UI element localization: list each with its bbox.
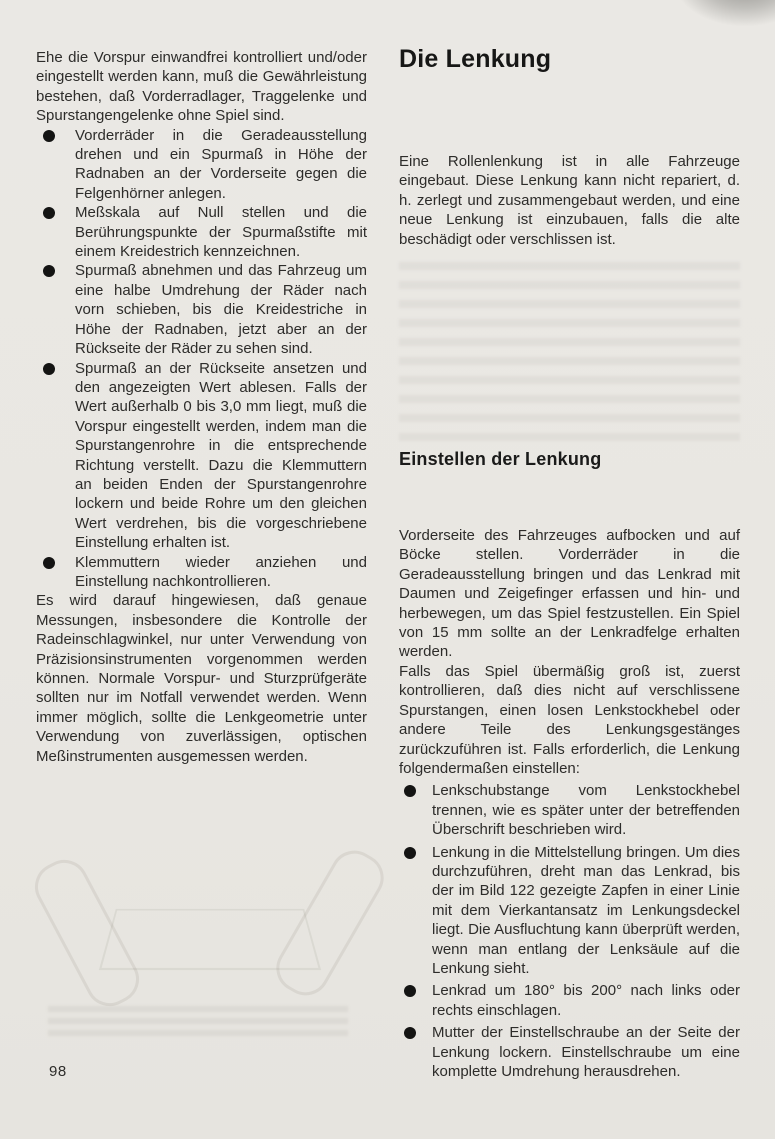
bullet-dot-icon bbox=[404, 785, 416, 797]
bullet-dot-icon bbox=[43, 557, 55, 569]
bullet-text: Lenkschubstange vom Lenkstockhebel trennen, wie es später unter der betreffenden Überschrift beschrieben wird. bbox=[432, 782, 740, 839]
bullet-dot-icon bbox=[43, 363, 55, 375]
list-item bbox=[36, 126, 367, 204]
chapter-title: Die Lenkung bbox=[399, 45, 552, 73]
bullet-text: Lenkung in die Mittelstellung bringen. Um dies durchzuführen, dreht man das Lenkrad, bis der im Bild 122 gezeigte Zapfen in einer Linie mit dem Vierkantansatz im Lenkungsdeckel liegt. Die Ausfluchtung kann überprüft werden, wenn man entlang der Lenksäule auf die Lenkung sieht. bbox=[432, 843, 740, 977]
right-intro-paragraph: Eine Rollenlenkung ist in alle Fahrzeuge eingebaut. Diese Lenkung kann nicht repariert, d. h. zerlegt und zusammengebaut werden, und eine neue Lenkung ist einzubauen, falls die alte beschädigt oder verschlissen ist. bbox=[399, 153, 740, 248]
right-paragraph-1: Vorderseite des Fahrzeuges aufbocken und auf Böcke stellen. Vorderräder in die Geradeausstellung bringen und das Lenkrad mit Daumen und Zeigefinger erfassen und hin- und herbewegen, um das Spiel festzustellen. Ein Spiel von 15 mm sollte an der Lenkradfelge erhalten werden. bbox=[399, 527, 740, 661]
ghost-tire-right bbox=[268, 842, 393, 1004]
bleed-through-diagram bbox=[48, 835, 368, 1050]
ghost-axle bbox=[99, 909, 321, 970]
list-item bbox=[399, 781, 740, 839]
bullet-dot-icon bbox=[404, 1027, 416, 1039]
page-number: 98 bbox=[49, 1063, 67, 1080]
bullet-dot-icon bbox=[43, 130, 55, 142]
bullet-dot-icon bbox=[43, 207, 55, 219]
bullet-text: Mutter der Einstellschraube an der Seite der Lenkung lockern. Einstellschraube um eine komplette Umdrehung herausdrehen. bbox=[432, 1024, 740, 1080]
list-item bbox=[399, 1023, 740, 1081]
list-item bbox=[36, 261, 367, 358]
bullet-dot-icon bbox=[43, 265, 55, 277]
left-column bbox=[36, 48, 367, 766]
ghost-tire-left bbox=[27, 851, 148, 1014]
bullet-text: Klemmuttern wieder anziehen und Einstellung nachkontrollieren. bbox=[75, 553, 367, 590]
left-intro-paragraph: Ehe die Vorspur einwandfrei kontrolliert und/oder eingestellt werden kann, muß die Gewährleistung bestehen, daß Vorderradlager, Traggelenke und Spurstangengelenke ohne Spiel sind. bbox=[36, 49, 367, 125]
right-column bbox=[399, 44, 740, 1081]
list-item bbox=[36, 553, 367, 592]
list-item bbox=[399, 981, 740, 1020]
bullet-text: Lenkrad um 180° bis 200° nach links oder rechts einschlagen. bbox=[432, 982, 740, 1019]
right-bullet-list bbox=[399, 781, 740, 1081]
list-item bbox=[36, 359, 367, 553]
bleed-through-caption bbox=[48, 1006, 348, 1042]
section-heading: Einstellen der Lenkung bbox=[399, 449, 602, 470]
bullet-text: Spurmaß abnehmen und das Fahrzeug um eine halbe Umdrehung der Räder nach vorn schieben, bis die Kreidestriche in Höhe der Radnaben, jetzt aber an der Rückseite der Räder zu sehen sind. bbox=[75, 262, 367, 358]
list-item bbox=[399, 843, 740, 979]
bullet-text: Meßskala auf Null stellen und die Berührungspunkte der Spurmaßstifte mit einem Kreidestrich kennzeichnen. bbox=[75, 204, 367, 261]
bullet-text: Vorderräder in die Geradeausstellung drehen und ein Spurmaß in Höhe der Radnaben an der Vorderseite gegen die Felgenhörner anlegen. bbox=[75, 126, 367, 202]
list-item bbox=[36, 203, 367, 261]
bullet-dot-icon bbox=[404, 847, 416, 859]
right-paragraph-2: Falls das Spiel übermäßig groß ist, zuerst kontrollieren, daß dies nicht auf verschlissene Spurstangen, einen losen Lenkstockhebel oder andere Teile des Lenkungsgestänges zurückzuführen ist. Falls erforderlich, die Lenkung folgendermaßen einstellen: bbox=[399, 662, 740, 777]
left-closing-paragraph: Es wird darauf hingewiesen, daß genaue Messungen, insbesondere die Kontrolle der Radeinschlagwinkel, nur unter Verwendung von Präzisionsinstrumenten vorgenommen werden können. Normale Vorspur- und Sturzprüfgeräte sollten nur im Notfall verwendet werden. Wenn immer möglich, sollte die Lenkgeometrie unter Verwendung von zuverlässigen, optischen Meßinstrumenten ausgemessen werden. bbox=[36, 592, 367, 765]
bullet-dot-icon bbox=[404, 985, 416, 997]
bullet-text: Spurmaß an der Rückseite ansetzen und den angezeigten Wert ablesen. Falls der Wert außerhalb 0 bis 3,0 mm liegt, muß die Vorspur eingestellt werden, indem man die Spurstangenrohre in die entsprechende Richtung verstellt. Dazu die Klemmuttern an beiden Enden der Spurstangenrohre lockern und beide Rohre um den gleichen Wert verdrehen, bis die vorgeschriebene Einstellung erhalten ist. bbox=[75, 359, 367, 552]
left-bullet-list bbox=[36, 126, 367, 592]
